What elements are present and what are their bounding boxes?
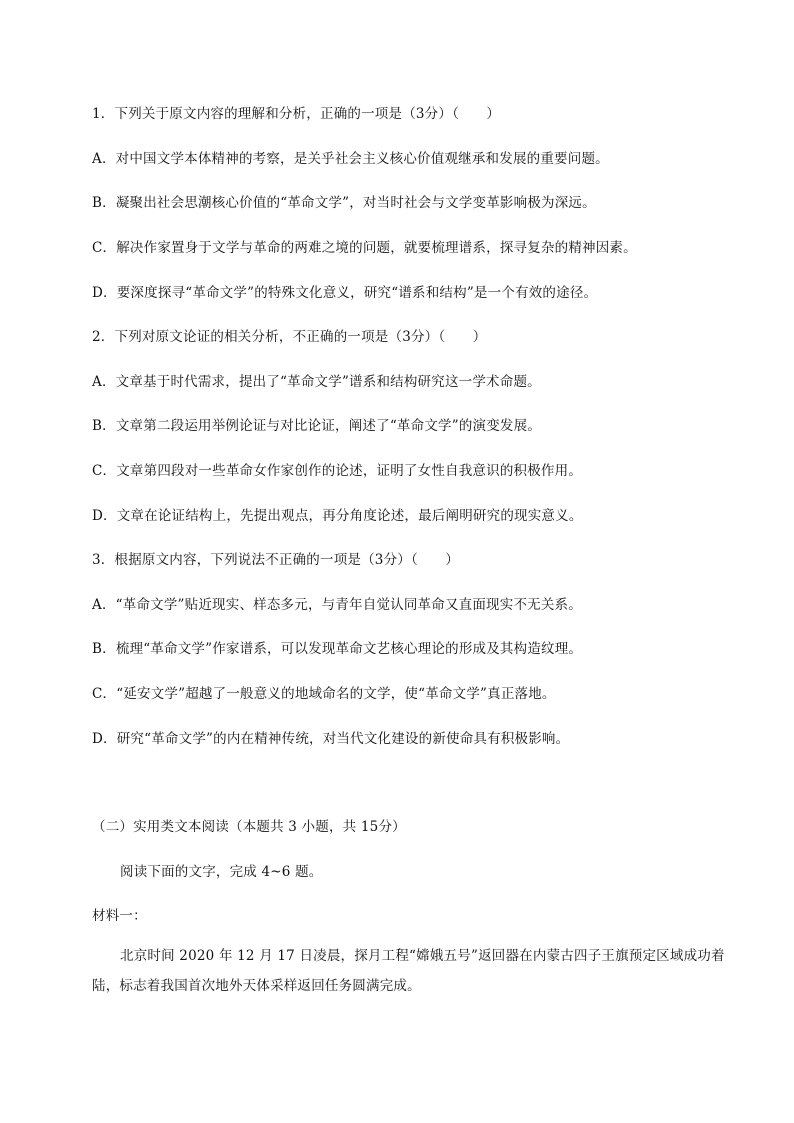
material-label: 材料一： (92, 908, 147, 924)
question-1-stem: 1．下列关于原文内容的理解和分析，正确的一项是（3分）（ ） (92, 106, 501, 122)
question-2-option-b: B．文章第二段运用举例论证与对比论证，阐述了“革命文学”的演变发展。 (92, 418, 542, 434)
question-2-option-a: A．文章基于时代需求，提出了“革命文学”谱系和结构研究这一学术命题。 (92, 374, 541, 390)
question-1-option-c: C．解决作家置身于文学与革命的两难之境的问题，就要梳理谱系，探寻复杂的精神因素。 (92, 240, 637, 256)
question-1-option-b: B．凝聚出社会思潮核心价值的“革命文学”，对当时社会与文学变革影响极为深远。 (92, 195, 596, 211)
section-heading: （二）实用类文本阅读（本题共 3 小题，共 15分） (92, 819, 406, 835)
material-paragraph: 北京时间 2020 年 12 月 17 日凌晨，探月工程“嫦娥五号”返回器在内蒙古四子王旗预定区域成功着陆，标志着我国首次地外天体采样返回任务圆满完成。 (92, 948, 725, 994)
question-3-option-b: B．梳理“革命文学”作家谱系，可以发现革命文艺核心理论的形成及其构造纹理。 (92, 641, 583, 657)
question-3-option-d: D．研究“革命文学”的内在精神传统，对当代文化建设的新使命具有积极影响。 (92, 731, 570, 747)
question-1-option-a: A．对中国文学本体精神的考察，是关乎社会主义核心价值观继承和发展的重要问题。 (92, 151, 609, 167)
question-2-stem: 2．下列对原文论证的相关分析，不正确的一项是（3分）（ ） (92, 329, 487, 345)
question-3-option-c: C．“延安文学”超越了一般意义的地域命名的文学，使“革命文学”真正落地。 (92, 686, 556, 702)
question-1-option-d: D．要深度探寻“革命文学”的特殊文化意义，研究“谱系和结构”是一个有效的途径。 (92, 285, 598, 301)
question-2-option-c: C．文章第四段对一些革命女作家创作的论述，证明了女性自我意识的积极作用。 (92, 463, 583, 479)
question-3-stem: 3．根据原文内容，下列说法不正确的一项是（3分）（ ） (92, 552, 460, 568)
section-instruction: 阅读下面的文字，完成 4~6 题。 (120, 864, 323, 880)
question-3-option-a: A．“革命文学”贴近现实、样态多元，与青年自觉认同革命又直面现实不无关系。 (92, 597, 582, 613)
question-2-option-d: D．文章在论证结构上，先提出观点，再分角度论述，最后阐明研究的现实意义。 (92, 508, 583, 524)
